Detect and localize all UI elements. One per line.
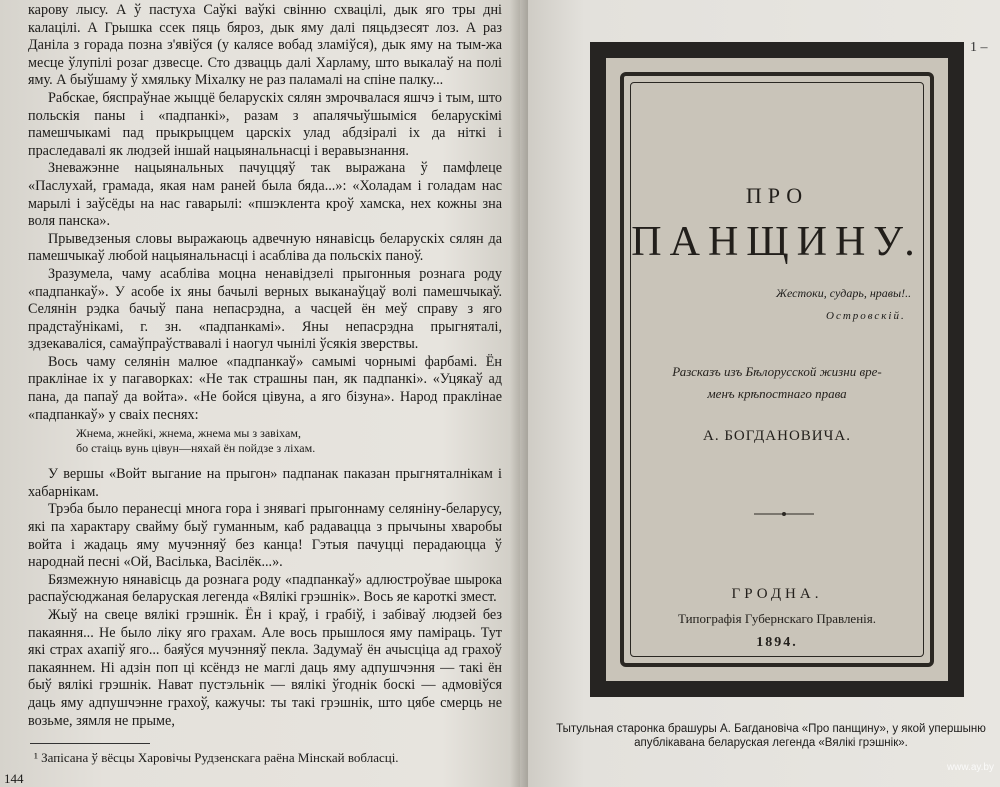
page-number: 144	[4, 771, 24, 786]
paragraph-1: карову лысу. А ў пастуха Саўкі ваўкі свінню схвацілі, дык яго тры дні калацілі. А Грышка ссек пяць бяроз, дык яму далі пяцьдзесят лоз. А раз Даніла з горада позна з'явіўся (у калясе вобад зламіўся), дык яму на тым-жа месце ўлупілі розаг дзвесце. Сто дзвацць далі Харламу, што выкалаў на полі яму. А быўшаму ў хмяльку Міхалку не раз паламалі на спіне палку...	[28, 2, 502, 89]
cover-epigraph-author: Островскiй.	[826, 310, 906, 322]
paragraph-5: Зразумела, чаму асабліва моцна ненавідзелі прыгонныя рознага роду «падпанкаў». У асобе іх яны бачылі верных выканаўцаў волі памешчыкаў. Селянін рэдка бачыў пана непасрэдна, а часцей ён меў справу з яго прадстаўнікамі, г. зн. «падпанкамі». Яны непасрэдна прыгняталі, здзекаваліся, самаўпраўствавалі і наогул чынілі ўсякія зверствы.	[28, 265, 502, 353]
cover-title-large: ПАНЩИНУ.	[631, 219, 923, 265]
cover-city: ГРОДНА.	[731, 586, 823, 602]
verse-line: Жнема, жнейкі, жнема, жнема мы з завіхам,	[76, 426, 301, 441]
brochure-cover	[606, 58, 948, 681]
paragraph-2: Рабскае, бяспраўнае жыццё беларускіх сялян змрочвалася яшчэ і тым, што польскія паны і «падпанкі», разам з апалячыўшыміся беларускімі памешчыкамі пад прыкрыццем царскіх улад абдзіралі іх да ніткі і праследавалі як людзей іншай нацыянальнасці і веравызнання.	[28, 89, 502, 159]
cover-title-small: ПРО	[745, 183, 809, 208]
paragraph-3: Зневажэнне нацыянальных пачуццяў так выражана ў памфлеце «Паслухай, грамада, якая нам раней была бяда...»: «Холадам і голадам нас марылі і заўсёды на нас гаварылі: «пшэклента кроў хамска, нех кожны зна воля панска».	[28, 160, 502, 230]
footnote: ¹ Запісана ў вёсцы Харовічы Рудзенскага раёна Мінскай вобласці.	[34, 750, 399, 765]
cover-author: А. БОГДАНОВИЧА.	[703, 428, 851, 444]
cover-subtitle-line2: менъ крѣпостнаго права	[707, 386, 847, 401]
cover-epigraph: Жестоки, сударь, нравы!..	[776, 286, 912, 300]
footnote-divider	[30, 743, 150, 744]
cover-subtitle-line1: Разсказъ изъ Бѣлорусской жизни вре-	[672, 364, 882, 379]
main-text	[28, 2, 502, 730]
watermark: www.ay.by	[946, 762, 994, 773]
paragraph-10: Жыў на свеце вялікі грэшнік. Ён і краў, і грабіў, і забіваў людзей без пакаяння... Не было ліку яго грахам. Але вось прышлося яму паміраць. Тут які страх ахапіў яго... баяўся мучэнняў пекла. Задумаў ён ачысціца ад грахоў пакаяннем. Ні адзін поп ці ксёндз не маглі даць яму адпушчэння — такі ён быў вялікі грэшнік. Нават пустэльнік — вялікі ўгоднік боскі — адмовіўся даць яму адпушчэнне грахоў, кажучы: ты такі грэшнік, што цябе смерць не возьме, зямля не прыме,	[28, 607, 502, 729]
paragraph-6: Вось чаму селянін малюе «падпанкаў» самымі чорнымі фарбамі. Ён праклінае іх у пагаворках: «Не так страшны пан, як падпанкі». «Уцякаў ад пана, да папаў да войта». «Не бойся цівуна, а яго бізуна». Народ праклінае «падпанкаў» у сваіх песнях:	[28, 353, 502, 423]
corner-mark: 1 –	[970, 40, 988, 55]
verse-line: бо стаіць вунь цівун—няхай ён пойдзе з ліхам.	[76, 441, 316, 456]
verse	[76, 426, 502, 456]
cover-printer: Типографiя Губернскаго Правленiя.	[677, 611, 876, 626]
title-page-photo	[590, 42, 964, 697]
figure-caption: Тытульная старонка брашуры А. Багдановіча «Про панщину», у якой упершыню апублікавана беларуская легенда «Вялікі грэшнік».	[556, 723, 986, 749]
cover-year: 1894.	[756, 635, 798, 650]
paragraph-8: Трэба было перанесці многа гора і знявагі прыгоннаму селяніну-беларусу, які па характару свайму быў гуманным, каб радавацца з прычыны хваробы войта і жадаць яму мучэнняў без канца! Гэтыя пачуцці перадаюцца ў народнай песні «Ой, Васілька, Васілёк...».	[28, 501, 502, 571]
paragraph-7: У вершы «Войт выгание на прыгон» падпанак паказан прыгняталнікам і хабарнікам.	[28, 466, 502, 500]
paragraph-4: Прыведзеныя словы выражаюць адвечную нянавісць беларускіх сялян да памешчыкаў любой нацыянальнасці і асабліва да польскіх паноў.	[28, 230, 502, 265]
right-page	[528, 0, 1000, 787]
ornament-divider	[754, 510, 814, 518]
paragraph-9: Бязмежную нянавісць да рознага роду «падпанкаў» адлюстроўвае шырока распаўсюджаная беларуская легенда «Вялікі грэшнік». Вось яе кароткі змест.	[28, 571, 502, 606]
